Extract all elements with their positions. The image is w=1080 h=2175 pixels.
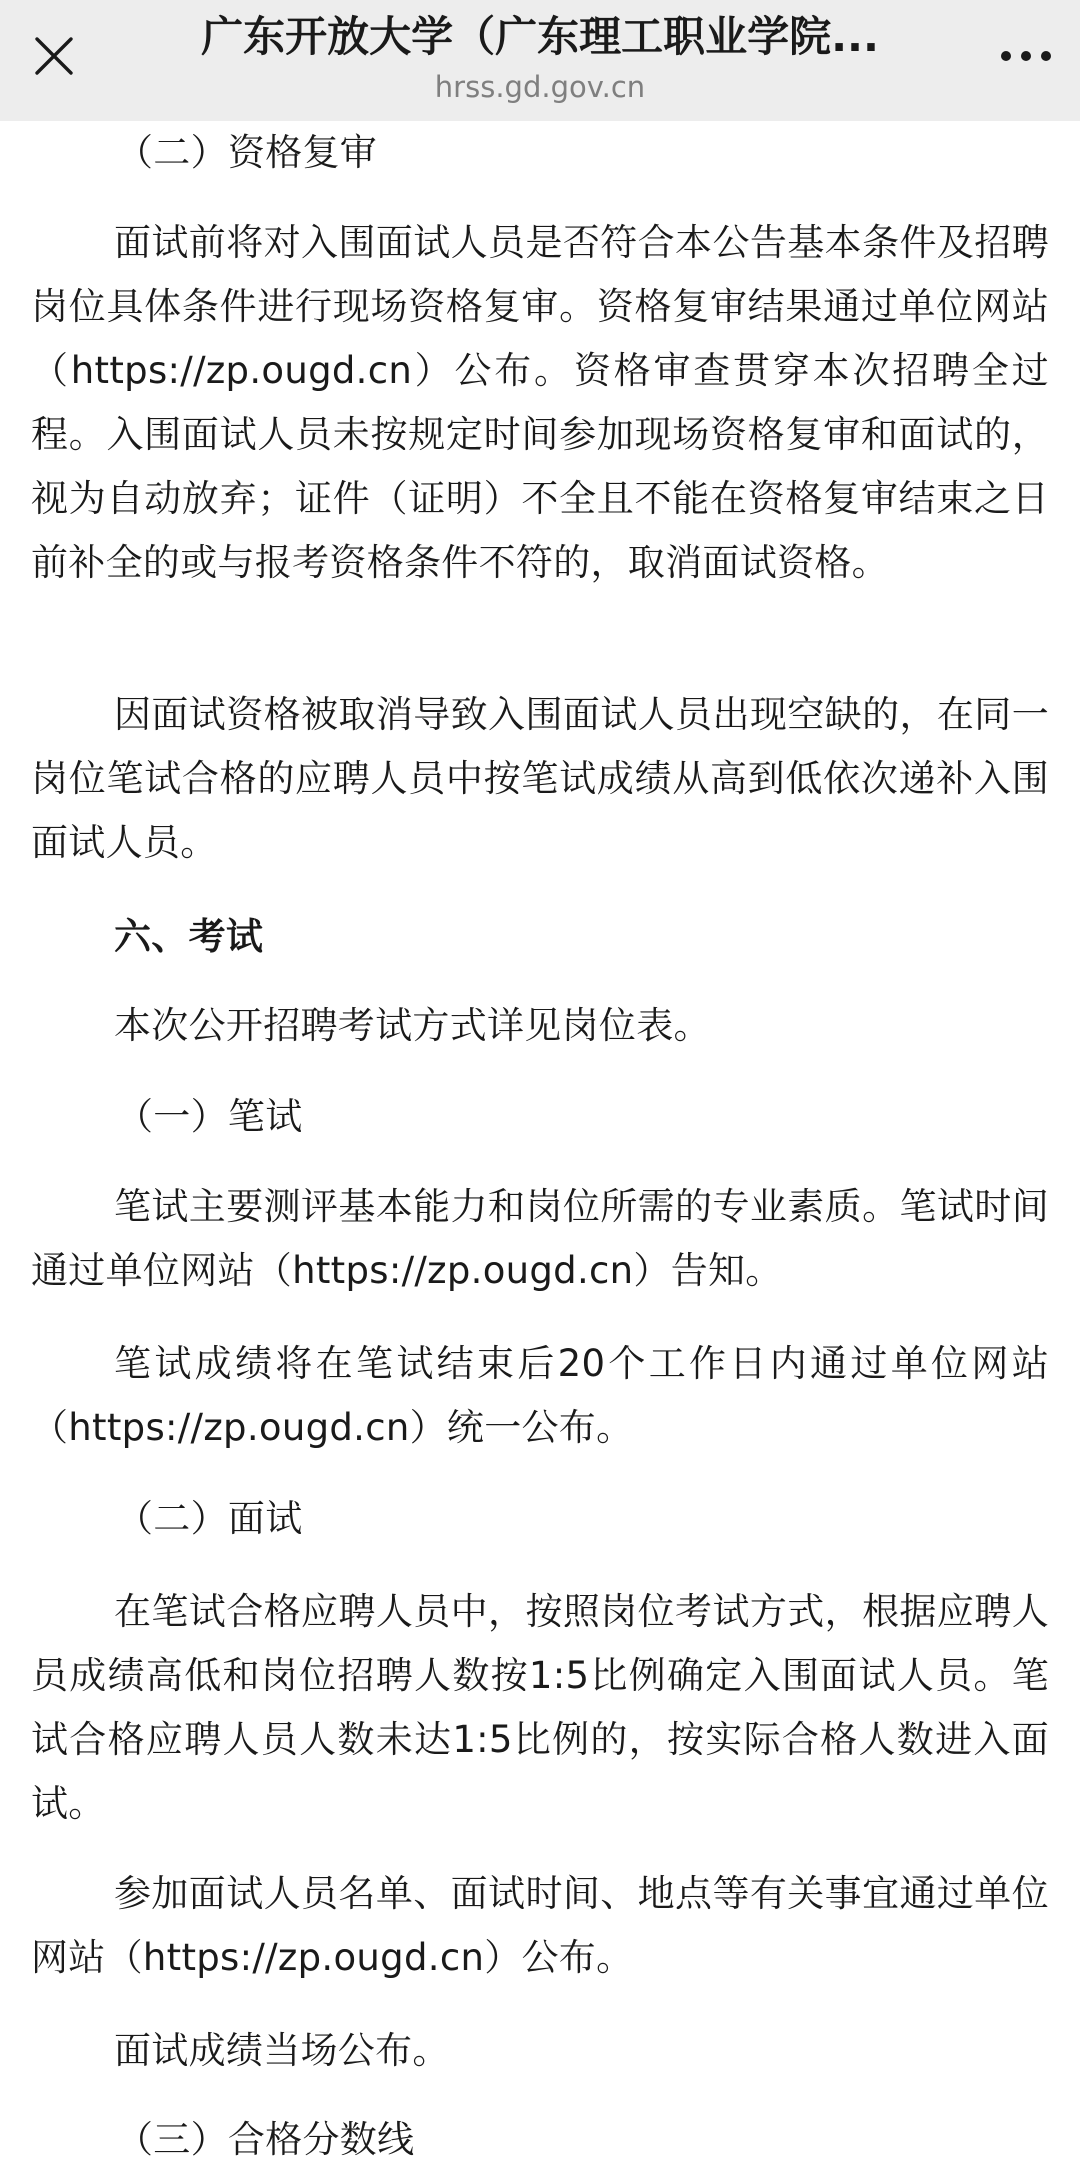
paragraph-written-results: 笔试成绩将在笔试结束后20个工作日内通过单位网站（https://zp.ougd.cn）统一公布。 <box>31 1342 1049 1449</box>
paragraph-vacancy-fill: 因面试资格被取消导致入围面试人员出现空缺的，在同一岗位笔试合格的应聘人员中按笔试成绩从高到低依次递补入围面试人员。 <box>31 693 1049 864</box>
paragraph-written-exam: 笔试主要测评基本能力和岗位所需的专业素质。笔试时间通过单位网站（https://zp.ougd.cn）告知。 <box>31 1185 1049 1292</box>
paragraph-interview-ratio: 在笔试合格应聘人员中，按照岗位考试方式，根据应聘人员成绩高低和岗位招聘人数按1:5比例确定入围面试人员。笔试合格应聘人员人数未达1:5比例的，按实际合格人数进入面试。 <box>31 1590 1049 1825</box>
paragraph-review-rules: 面试前将对入围面试人员是否符合本公告基本条件及招聘岗位具体条件进行现场资格复审。资格复审结果通过单位网站（https://zp.ougd.cn）公布。资格审查贯穿本次招聘全过程。入围面试人员未按规定时间参加现场资格复审和面试的，视为自动放弃；证件（证明）不全且不能在资格复审结束之日前补全的或与报考资格条件不符的，取消面试资格。 <box>31 221 1049 584</box>
close-button[interactable] <box>22 24 86 88</box>
top-navigation-bar <box>0 0 1080 121</box>
subheading-written-exam: （一）笔试 <box>116 1095 303 1138</box>
more-options-button[interactable] <box>994 24 1058 88</box>
more-dots-icon <box>1000 50 1052 62</box>
subheading-qualification-review: （二）资格复审 <box>116 131 378 174</box>
paragraph-interview-notice: 参加面试人员名单、面试时间、地点等有关事宜通过单位网站（https://zp.ougd.cn）公布。 <box>31 1872 1049 1979</box>
page-title: 广东开放大学（广东理工职业学院... <box>201 12 879 61</box>
section-heading-exam: 六、考试 <box>114 915 264 958</box>
close-icon <box>34 36 74 76</box>
subheading-passing-score: （三）合格分数线 <box>116 2118 415 2161</box>
paragraph-exam-method: 本次公开招聘考试方式详见岗位表。 <box>114 1004 711 1047</box>
paragraph-interview-results: 面试成绩当场公布。 <box>114 2029 450 2072</box>
title-block <box>140 8 940 106</box>
subheading-interview: （二）面试 <box>116 1497 303 1540</box>
page-domain: hrss.gd.gov.cn <box>434 70 646 104</box>
